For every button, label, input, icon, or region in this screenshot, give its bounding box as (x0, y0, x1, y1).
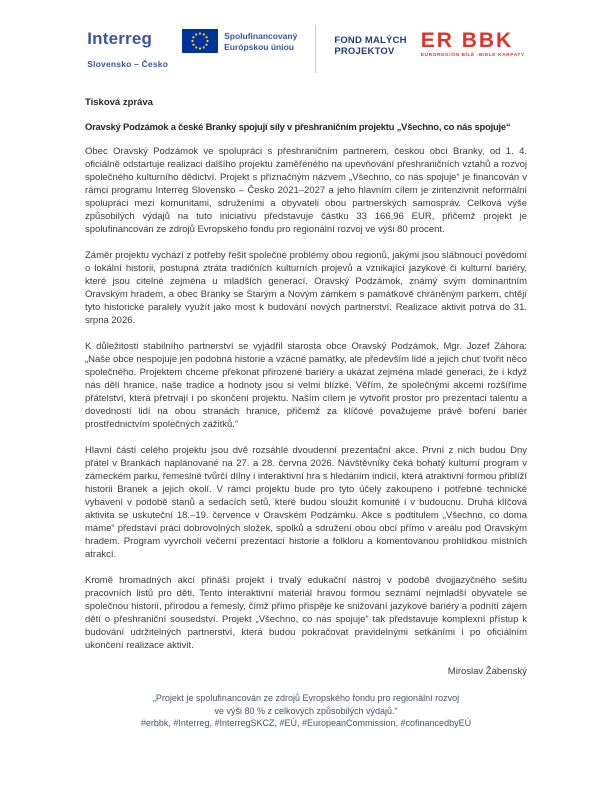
document-type-label: Tisková zpráva (85, 97, 153, 108)
eu-cofunded-logo (182, 25, 297, 53)
eu-cofunded-line1: Spolufinancovaný (224, 31, 298, 41)
footer-hashtags: #erbbk, #Interreg, #InterregSKCZ, #EÚ, #EuropeanCommission, #cofinancedbyEÚ (140, 718, 472, 728)
erbbk-subtitle: EUROREGIÓN BÍLÉ -BIELE KARPATY (420, 53, 525, 58)
erbbk-logo (421, 25, 525, 58)
paragraph-intro: Obec Oravský Podzámok ve spolupráci s přeshraničním partnerem, českou obcí Branky, od 1. 4. oficiálně odstartuje realizaci dalšího projektu zaměřeného na upevňování přeshraničních vztahů a rozvoj společného kulturního dědictví. Projekt s příznačným názvem „Všechno, co nás spojuje“ je financován v rámci programu Interreg Slovensko – Česko 2021–2027 a jeho hlavním cílem je zintenzivnit neformální spolupráci mezi komunitami, sdruženími a obyvateli obou partnerských samospráv. Celková výše způsobilých výdajů na tuto iniciativu představuje částku 33 166,96 EUR, přičemž projekt je spolufinancován ze zdrojů Evropského fondu pro regionální rozvoj ve výši 80 procent. (85, 146, 527, 235)
signature: Miroslav Žabenský (447, 666, 527, 677)
footer-line1: „Projekt je spolufinancován ze zdrojů Evropského fondu pro regionální rozvoj (152, 693, 460, 703)
header-divider (315, 25, 316, 73)
logo-strip (55, 25, 557, 77)
paragraph-education-tool: Kromě hromadných akcí přináší projekt i trvalý edukační nástroj v podobě dvojjazyčného sešitu pracovních listů pro děti. Tento interaktivní materiál hravou formou seznámí nejmladší obyvatele se společnou historií, přírodou a řemesly, čímž přímo přispěje ke snižování jazykové bariéry a podnítí zájem dětí o přeshraniční sousedství. Projekt „Všechno, co nás spojuje“ tak představuje komplexní přístup k budování udržitelných partnerství, která budou pokračovat pravidelnými setkáními i po oficiálním ukončení realizace aktivit. (85, 575, 527, 651)
headline: Oravský Podzámok a české Branky spojují síly v přeshraničním projektu „Všechno, co nás spojuje“ (85, 121, 511, 132)
eu-cofunded-line2: Európskou úniou (224, 41, 294, 52)
fond-malych-projektov-logo (334, 25, 406, 57)
fond-line1: FOND MALÝCH (334, 35, 407, 46)
eu-cofunded-label (224, 29, 297, 52)
paragraph-main-events: Hlavní částí celého projektu jsou dvě rozsáhlé dvoudenní prezentační akce. První z nich budou Dny přátel v Brankách naplánované na 27. a 28. června 2026. Návštěvníky čeká bohatý kulturní program v zámeckém parku, řemeslné tvůrčí dílny i interaktivní hra s hledáním indicií, která atraktivní formou přiblíží historii Branek a jejich okolí. V rámci projektu bude pro tyto účely zakoupeno i potřebné technické vybavení v podobě stanů a sedacích setů, které budou sloužit komunitě i v budoucnu. Druhá klíčová aktivita se uskuteční 18.–19. července v Oravském Podzámku. Akce s podtitulem „Všechno, co doma máme“ představí práci dobrovolných složek, spolků a sdružení obou obcí přímo v areálu pod Oravským hradem. Program vyvrcholí večerní prezentací historie a folkloru a komentovanou prohlídkou místních atrakcí. (85, 445, 527, 560)
paragraph-mayor-quote: K důležitosti stabilního partnerství se vyjádřil starosta obce Oravský Podzámok, Mgr. Jozef Záhora: „Naše obce nespojuje jen podobná historie a vzácné památky, ale především lidé a jejich chuť tvořit něco společného. Projektem chceme překonat přirozené bariéry a ukázat zejména mladé generaci, že i když nás dělí hranice, naše tradice a hodnoty jsou si velmi blízké. Věřím, že společnými akcemi rozšíříme přátelství, která přetrvají i po skončení projektu. Naším cílem je vytvořit prostor pro prezentaci talentu a dovedností lidí na obou stranách hranice, přičemž za klíčové považujeme právě boření bariér prostřednictvím společných zážitků.“ (85, 341, 527, 430)
footer-funding-note (95, 692, 517, 730)
footer-line2: ve výši 80 % z celkových způsobilých výdajů.“ (214, 705, 398, 716)
eu-flag-icon (182, 29, 218, 53)
interreg-program-label: Slovensko – Česko (87, 59, 169, 69)
fond-line2: PROJEKTOV (334, 46, 395, 57)
interreg-wordmark: Interreg (87, 29, 153, 48)
erbbk-wordmark: ER BBK (420, 29, 514, 52)
paragraph-project-aim: Záměr projektu vychází z potřeby řešit společné problémy obou regionů, jakými jsou slábnoucí povědomí o lokální historii, postupná ztráta tradičních kulturních projevů a vznikající jazykové či kulturní bariéry, které jsou citelné zejména u mladších generací. Oravský Podzámok, známý svým dominantním Oravským hradem, a obec Branky se Starým a Novým zámkem s památkově chráněným parkem, chtějí tyto historické paralely využít jako most k budování nových partnerství. Realizace aktivit potrvá do 31. srpna 2026. (85, 250, 527, 326)
interreg-logo (87, 25, 168, 69)
